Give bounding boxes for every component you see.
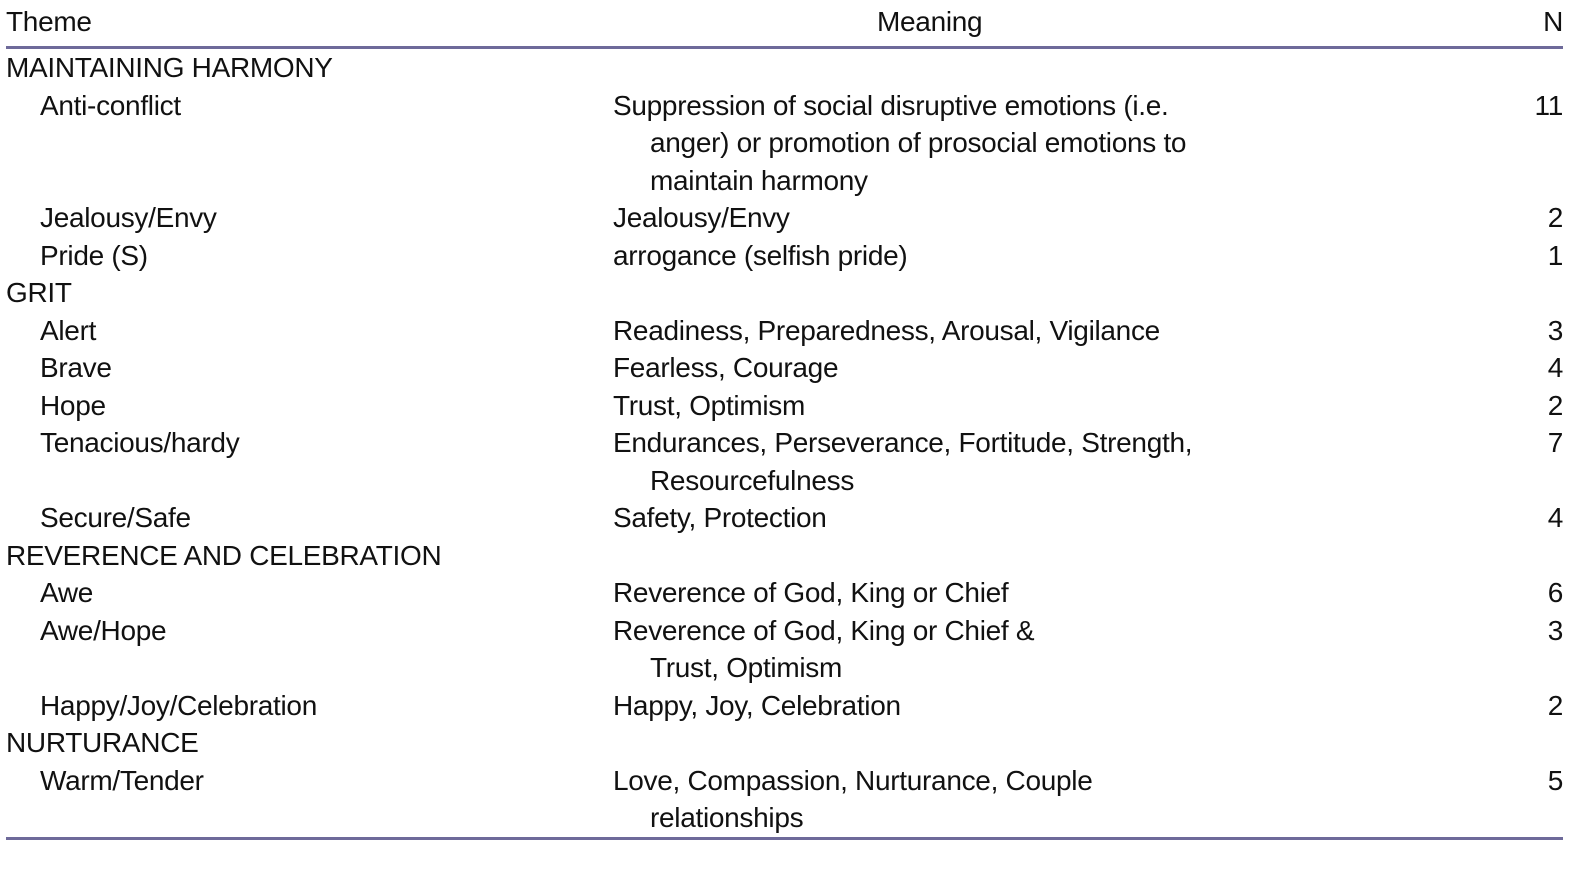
group-title: GRIT <box>6 277 72 308</box>
count-cell: 4 <box>1547 502 1563 533</box>
meaning-line: Safety, Protection <box>613 502 827 533</box>
table-row <box>6 687 1563 725</box>
meaning-cell <box>613 312 1273 350</box>
theme-cell: Awe/Hope <box>40 614 167 646</box>
table-row <box>6 349 1563 387</box>
meaning-line: anger) or promotion of prosocial emotions to <box>650 127 1187 158</box>
count-cell: 6 <box>1547 577 1563 608</box>
theme-cell: Hope <box>40 389 106 421</box>
meaning-cell <box>613 612 1273 687</box>
table-row <box>6 312 1563 350</box>
count-cell: 5 <box>1547 764 1563 796</box>
theme-cell: Awe <box>40 577 94 608</box>
meaning-line: Trust, Optimism <box>613 389 806 421</box>
count-cell: 2 <box>1547 202 1563 233</box>
meaning-line: arrogance (selfish pride) <box>613 239 908 271</box>
meaning-cell <box>613 499 1273 537</box>
meaning-cell <box>613 762 1273 837</box>
meaning-cell <box>613 199 1273 237</box>
meaning-line: Love, Compassion, Nurturance, Couple <box>613 764 1093 796</box>
meaning-cell <box>613 687 1273 725</box>
meaning-line: Reverence of God, King or Chief & <box>613 614 1035 646</box>
meaning-line: Trust, Optimism <box>650 652 843 683</box>
meaning-line: Endurances, Perseverance, Fortitude, Strength, <box>613 427 1193 458</box>
table-header <box>6 0 1563 46</box>
meaning-line: maintain harmony <box>650 164 868 196</box>
meaning-line: Reverence of God, King or Chief <box>613 577 1009 608</box>
theme-cell: Happy/Joy/Celebration <box>40 689 317 721</box>
group-row <box>6 274 1563 312</box>
count-cell: 3 <box>1547 314 1563 346</box>
count-cell: 1 <box>1547 239 1563 271</box>
count-cell: 2 <box>1547 389 1563 421</box>
table-row <box>6 199 1563 237</box>
count-cell: 2 <box>1547 689 1563 721</box>
themes-table <box>6 0 1563 840</box>
group-title: MAINTAINING HARMONY <box>6 52 333 83</box>
meaning-line: Jealousy/Envy <box>613 202 790 233</box>
theme-cell: Tenacious/hardy <box>40 427 240 458</box>
count-cell: 3 <box>1547 614 1563 646</box>
theme-cell: Anti-conflict <box>40 89 181 121</box>
count-cell: 4 <box>1547 352 1563 383</box>
count-cell: 11 <box>1534 89 1563 121</box>
table-row <box>6 612 1563 687</box>
meaning-cell <box>613 424 1273 499</box>
table-row <box>6 762 1563 837</box>
table-row <box>6 424 1563 499</box>
group-row <box>6 49 1563 87</box>
count-cell: 7 <box>1547 427 1563 458</box>
theme-cell: Secure/Safe <box>40 502 191 533</box>
theme-cell: Jealousy/Envy <box>40 202 217 233</box>
meaning-line: relationships <box>650 802 804 833</box>
bottom-rule <box>6 837 1563 840</box>
meaning-line: Readiness, Preparedness, Arousal, Vigilance <box>613 314 1160 346</box>
header-n: N <box>1543 6 1563 37</box>
table-row <box>6 387 1563 425</box>
header-meaning: Meaning <box>877 6 983 37</box>
table-row <box>6 87 1563 200</box>
meaning-cell <box>613 349 1273 387</box>
group-row <box>6 724 1563 762</box>
header-theme: Theme <box>6 6 92 37</box>
table-body <box>6 49 1563 837</box>
table-row <box>6 237 1563 275</box>
group-title: REVERENCE AND CELEBRATION <box>6 539 442 571</box>
theme-cell: Pride (S) <box>40 239 148 271</box>
meaning-cell <box>613 574 1273 612</box>
meaning-line: Fearless, Courage <box>613 352 839 383</box>
meaning-cell <box>613 387 1273 425</box>
theme-cell: Brave <box>40 352 112 383</box>
meaning-line: Happy, Joy, Celebration <box>613 689 901 721</box>
group-row <box>6 537 1563 575</box>
table-row <box>6 574 1563 612</box>
theme-cell: Warm/Tender <box>40 764 204 796</box>
meaning-cell <box>613 87 1273 200</box>
theme-cell: Alert <box>40 314 97 346</box>
table-row <box>6 499 1563 537</box>
meaning-line: Resourcefulness <box>650 464 855 496</box>
meaning-line: Suppression of social disruptive emotions (i.e. <box>613 89 1169 121</box>
meaning-cell <box>613 237 1273 275</box>
group-title: NURTURANCE <box>6 727 199 758</box>
